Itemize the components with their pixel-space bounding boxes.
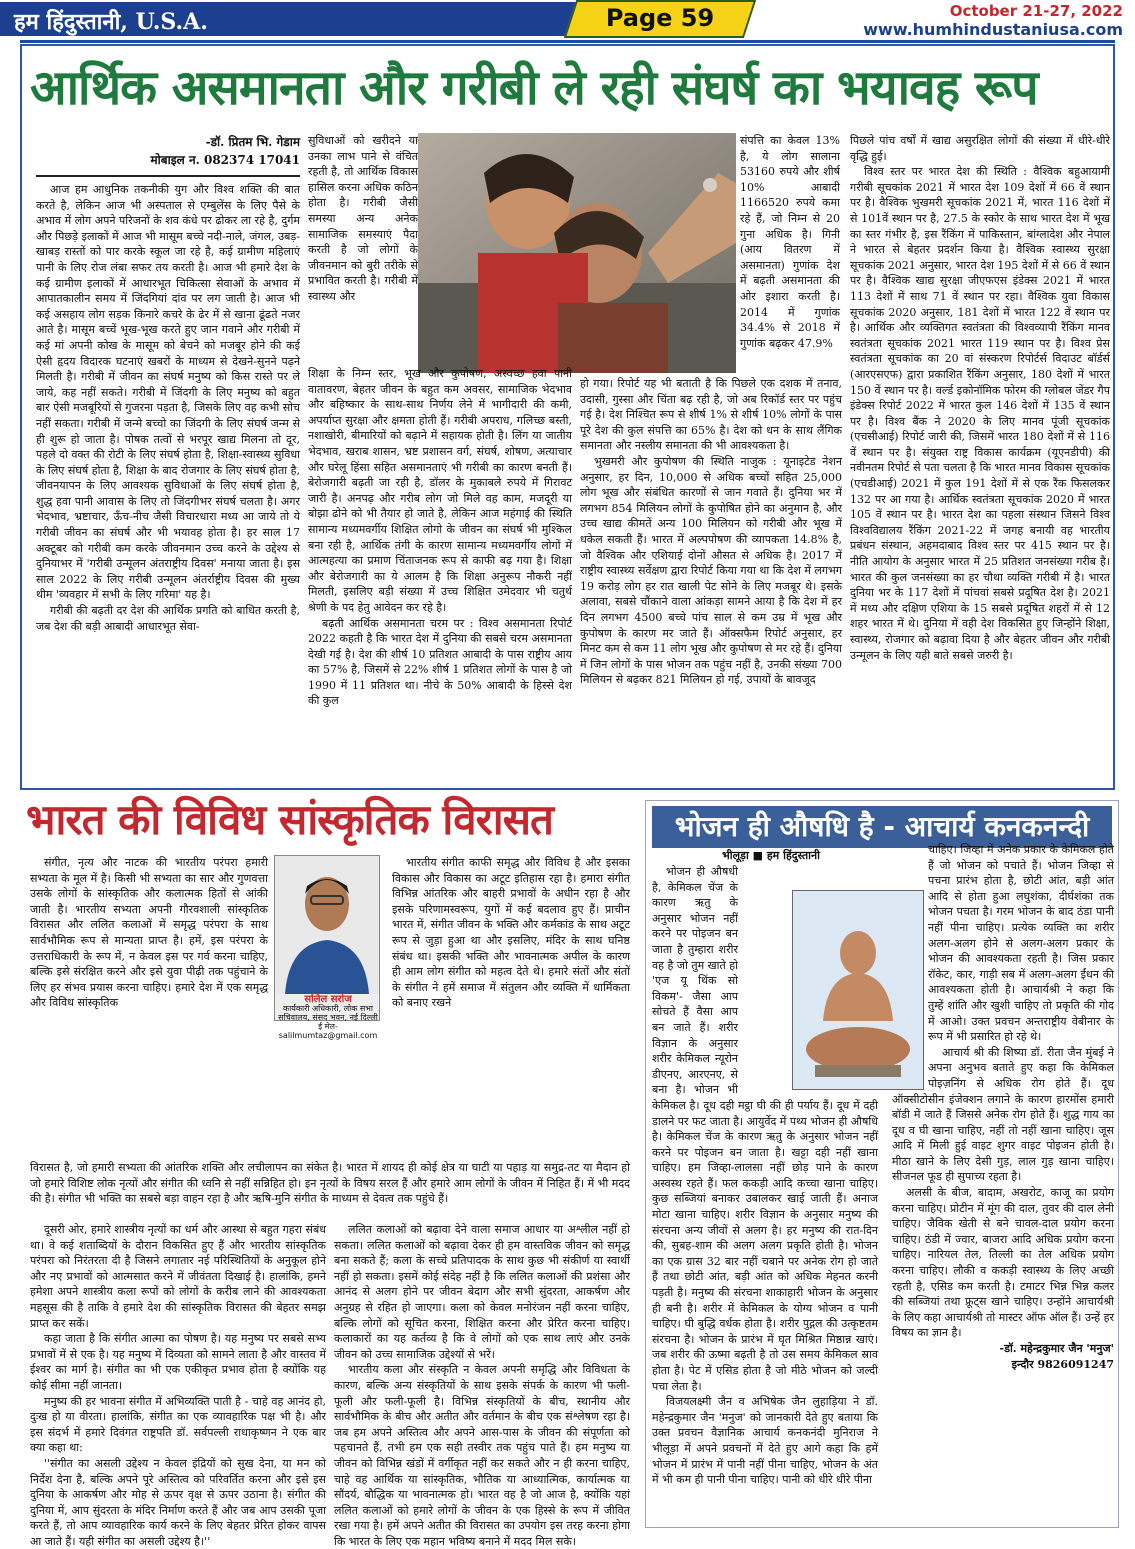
paragraph: शिक्षा के निम्न स्तर, भूख और कुपोषण, अस्वच्छ हवा पानी वातावरण, बेहतर जीवन के बहुत कम अवसर, सामाजिक भेदभाव और बहिष्कार के साथ-साथ निर्णय लेने में भागीदारी की कमी, अपर्याप्त सुरक्षा और क्षमता होती हैं। गरीबी अपराध, गलिच्छ बस्ती, नशाखोरी, बीमारियों को बढ़ाने में सहायक होती है। लिंग या जातीय भेदभाव, खराब शासन, भ्रष्ट प्रशासन वर्ग, संघर्ष, शोषण, अत्याचार और घरेलू हिंसा सहित असमानताएं भी गरीबी का कारण बनती हैं। बेरोजगारी बढ़ती जा रही है, डॉलर के मुकाबले रुपये में गिरावट जारी है। अनपढ़ और गरीब लोग जो मिले वह काम, मजदूरी या बोझा ढोने को भी तैयार हो जाते है, लेकिन आज महंगाई की स्थिति सामान्य मध्यमवर्गीय शिक्षित लोगो के जीवन का संघर्ष भी मुश्किल बना रही है, आर्थिक तंगी के कारण सामान्य मध्यमवर्गीय लोगों में आत्महत्या का प्रमाण चिंताजनक रूप से काफी बढ़ गया है। शिक्षा और बेरोजगारी का ये आलम है कि शिक्षा अनुरूप नौकरी नहीं मिलती, इसलिए बड़ी संख्या में उच्च शिक्षित उमेदवार भी चतुर्थ श्रेणी के पद हेतु आवेदन कर रहे है।	[308, 367, 572, 614]
article2-column-2-bottom	[334, 1222, 630, 1548]
paragraph: अलसी के बीज, बादाम, अखरोट, काजू का प्रयोग करना चाहिए। प्रोटीन में मूंग की दाल, तुवर की दाल लेनी चाहिए। जैविक खेती से बने चावल-दाल प्रयोग करना चाहिए। ठंडी में ज्वार, बाजरा आदि अधिक प्रयोग करना चाहिए। नारियल तेल, तिल्ली का तेल अधिक प्रयोग करना चाहिए। लौकी व ककड़ी स्वास्थ्य के लिए अच्छी रहती है, एसिड कम करती है। टमाटर भिन्न भिन्न कलर की सब्जियां तथा फ्रूट्स खाने चाहिए। उन्होंने आचार्यश्री के लिए कहा आचार्यश्री तो मास्टर ऑफ ऑल हैं। उन्हें हर विषय का ज्ञान है।	[892, 1186, 1114, 1340]
article1-column-4	[850, 133, 1110, 783]
paragraph: गरीबी की बढ़ती दर देश की आर्थिक प्रगति को बाधित करती है, जब देश की बड़ी आबादी आधारभूत सेवा-	[36, 604, 300, 633]
article3-column-2	[892, 842, 1114, 1528]
paragraph: ललित कलाओं को बढ़ावा देने वाला समाज आधार या अश्लील नहीं हो सकता। ललित कलाओं को बढ़ावा देकर ही हम वास्तविक जीवन को समृद्ध बना सकते हैं; कला के सच्चे प्रतिपादक के साथ कुछ भी संकीर्ण या स्वार्थी नहीं हो सकता। इसमें कोई संदेह नहीं है कि ललित कलाओं की प्रशंसा और आनंद से अलग होने पर जीवन बेदाग और सभी सुंदरता, आकर्षण और अनुग्रह से रहित हो जाएगा। कला को केवल मनोरंजन नहीं करना चाहिए, बल्कि लोगों को सूचित करना, शिक्षित करना और प्रेरित करना चाहिए। कलाकारों का यह कर्तव्य है कि वे लोगों को एक साथ लाएं और उनके जीवन को उच्च सामाजिक उद्देश्यों से भरें।	[334, 1223, 630, 1361]
paragraph: पिछले पांच वर्षों में खाद्य असुरक्षित लोगों की संख्या में धीरे-धीरे वृद्धि हुई।	[850, 134, 1110, 163]
author-name: -डॉ. प्रितम भि. गेडाम	[205, 135, 300, 149]
paragraph: भोजन ही औषधी है, केमिकल चेंज के कारण ऋतु के अनुसार भोजन नहीं करने पर पोइजन बन जाता है तुम्हारा शरीर वह है जो तुम खाते हो 'एज यू थिंक सो विकम'- जैसा आप सोचते हैं वैसा आप बन जाते हैं। शरीर विज्ञान के अनुसार शरीर केमिकल न्यूरोन डीएनए, आरएनए, से बना है। भोजन भी केमिकल है। दूध दही मट्ठा घी की ही पर्याय हैं। दूध में दही डालने पर फट जाता है। आयुर्वेद में पथ्य भोजन ही औषधि है। केमिकल चेंज के कारण ऋतु के अनुसार भोजन नहीं करने पर पोइजन बन जाता है। खट्टा दही नहीं खाना चाहिए। हम जिव्हा-लालसा नहीं छोड़ पाने के कारण अस्वस्थ रहते हैं। फल ककड़ी आदि कच्चा खाना चाहिए। कुछ सब्जियां बनाकर उबालकर खाई जाती हैं। अनाज मोटा खाना चाहिए। शरीर विज्ञान के अनुसार मनुष्य की संरचना अन्य जीवों से अलग है। हर मनुष्य की रात-दिन की, सुबह-शाम की अलग अलग प्रकृति होती है। भोजन का एक ग्रास 32 बार नहीं चबाने पर अनेक रोग हो जाते हैं तथा छोटी आंत, बड़ी आंत को अधिक मेहनत करनी पड़ती है। मनुष्य की संरचना शाकाहारी भोजन के अनुसार ही बनी है। शरीर में केमिकल के योग्य भोजन व पानी चाहिए। घी बुद्धि वर्धक होता है। शरीर पुद्गल की उत्कृष्टतम संरचना है। भोजन के प्रारंभ में घृत मिश्रित मिष्ठान्न खाएं। जब शरीर की ऊष्मा बढ़ती है तो उस समय केमिकल स्राव होता है। पेट में एसिड होता है जो मीठे भोजन को जल्दी पचा लेता है।	[652, 865, 878, 1393]
article1-headline: आर्थिक असमानता और गरीबी ले रही संघर्ष का भयावह रूप	[30, 60, 1038, 116]
author-mobile: मोबाइल न. 082374 17041	[150, 153, 300, 167]
paragraph: संपत्ति का केवल 13% है, ये लोग सालाना 53160 रुपये और शीर्ष 10% आबादी 1166520 रुपये कमा रहे हैं, जो निम्न से 20 गुना अधिक है। गिनी (आय वितरण में असमानता) गुणांक देश में बढ़ती असमानता की ओर इशारा करती है। 2014 में गुणांक 34.4% से 2018 में गुणांक बढ़कर 47.9%	[740, 134, 840, 350]
paragraph: सुविधाओं को खरीदने या उनका लाभ पाने से वंचित रहती है, तो आर्थिक विकास हासिल करना अधिक कठिन होता है। गरीबी जैसी समस्या अन्य अनेक सामाजिक समस्याएं पैदा करती है जो लोगों के जीवनमान को बुरी तरीके से प्रभावित करती है। गरीबी में स्वास्थ्य और	[308, 134, 418, 303]
paragraph: आचार्य श्री की शिष्या डॉ. रीता जैन मुंबई ने अपना अनुभव बताते हुए कहा कि केमिकल पोइज़निंग से अधिक रोग होते हैं। दूध ऑक्सीटोसीन इंजेक्शन लगाने के कारण हारमोंस हमारी बॉडी में जाते हैं जिससे अनेक रोग होते हैं। शुद्ध गाय का दूध व घी खाना चाहिए, नहीं तो नहीं खाना चाहिए। जूस आदि में मिली हुई वाइट शुगर वाइट पोइजन होती है। मीठा खाने के लिए देसी गुड़, लाल गुड़ खाना चाहिए। सीजनल फूड ही सुपाच्य रहता है।	[892, 1045, 1114, 1184]
page-number: Page 59	[605, 4, 715, 32]
article1-column-2-top	[308, 133, 418, 363]
issue-date: October 21-27, 2022	[949, 2, 1123, 20]
article3-dateline: भीलूड़ा ■ हम हिंदुस्तानी	[722, 849, 820, 862]
article3-signoff	[892, 1341, 1114, 1372]
begging-child-photo	[418, 133, 736, 373]
article1-column-2-bottom	[308, 366, 572, 782]
author-portrait	[275, 856, 379, 994]
article1-column-3-bottom	[580, 376, 842, 782]
paragraph: चाहिए। जिव्हा में अनेक प्रकार के केमिकल होते हैं जो भोजन को पचाते हैं। भोजन जिव्हा से पचना प्रारंभ होता है, छोटी आंत, बड़ी आंत आदि से होता हुआ लघुशंका, दीर्घशंका तक भोजन पचता है। गरम भोजन के बाद ठंडा पानी नहीं पीना चाहिए। प्रत्येक व्यक्ति का शरीर अलग-अलग होने से अलग-अलग प्रकार के भोजन की आवश्यकता रहती है। जिस प्रकार रॉकेट, कार, गाड़ी सब में अलग-अलग ईंधन की आवश्यकता होती है। आचार्यश्री ने कहा कि तुम्हें शांति और खुशी चाहिए तो प्रकृति की गोद में आओ। उक्त प्रवचन अन्तराष्ट्रीय वेबीनार के रूप में भी प्रसारित हो रहे थे।	[928, 843, 1114, 1044]
paragraph: विश्व स्तर पर भारत देश की स्थिति : वैश्विक बहुआयामी गरीबी सूचकांक 2021 में भारत देश 109 देशों में 66 वें स्थान पर है। वैश्विक भुखमरी सूचकांक 2021 में, भारत 116 देशों में से 101वें स्थान पर है, 27.5 के स्कोर के साथ भारत देश में भूख का स्तर गंभीर है, इस रैंकिंग में पाकिस्तान, बांग्लादेश और नेपाल ने भारत से बेहतर प्रदर्शन किया है। वैश्विक स्वास्थ्य सुरक्षा सूचकांक 2021 अनुसार, भारत देश 195 देशों में से 66 वें स्थान पर है। वैश्विक खाद्य सुरक्षा जीएफएस इंडेक्स 2021 में भारत 113 देशों में साथ 71 वें स्थान पर रहा। वैश्विक युवा विकास सूचकांक 2020 अनुसार, 181 देशों में भारत 122 वें स्थान पर है। आर्थिक और व्यक्तिगत स्वतंत्रता की विश्वव्यापी रैंकिंग मानव स्वतंत्रता सूचकांक 2021 भारत 119 स्थान पर है। विश्व प्रेस स्वतंत्रता सूचकांक का 20 वां संस्करण रिपोर्टर्स विदाउट बॉर्डर्स (आरएसएफ) द्वारा प्रकाशित रैंकिंग अनुसार, 180 देशों में भारत 150 वें स्थान पर है। वर्ल्ड इकोनॉमिक फोरम की ग्लोबल जेंडर गैप इंडेक्स रिपोर्ट 2022 में भारत कुल 146 देशों में 135 वें स्थान पर है। विश्व बैंक ने 2020 के लिए मानव पूंजी सूचकांक (एचसीआई) रिपोर्ट जारी की, जिसमें भारत 180 देशों में से 116 वें स्थान पर है। संयुक्त राष्ट्र विकास कार्यक्रम (यूएनडीपी) की नवीनतम रिपोर्ट से पता चलता है कि भारत मानव विकास सूचकांक (एचडीआई) 2021 में कुल 191 देशों में से एक रैंक फिसलकर 132 पर आ गया है। आर्थिक स्वतंत्रता सूचकांक 2020 में भारत 105 वें स्थान पर है। भारत देश का पहला संस्थान जिसने विश्व विश्वविद्यालय रैंकिंग 2021-22 में जगह बनायी वह भारतीय प्रबंधन संस्थान, अहमदाबाद विश्व स्तर पर 415 स्थान पर है। नीति आयोग के अनुसार भारत में 25 प्रतिशत जनसंख्या गरीब है। भारत की कुल जनसंख्या का हर चौथा व्यक्ति गरीबी में है। भारत दुनिया भर के 117 देशों में पांचवां सबसे प्रदूषित देश है। 2021 में मध्य और दक्षिण एशिया के 15 सबसे प्रदूषित शहरों में से 12 शहर भारत में थे। दुनिया में वही देश विकसित हुए जिन्होंने शिक्षा, स्वास्थ्य, रोजगार को बढ़ावा दिया है और बेहतर जीवन और गरीबी उन्मूलन के लिए यही बाते सबसे जरुरी है।	[850, 165, 1110, 662]
paragraph: भुखमरी और कुपोषण की स्थिति नाजुक : यूनाइटेड नेशन अनुसार, हर दिन, 10,000 से अधिक बच्चों सहित 25,000 लोग भूख और संबंधित कारणों से जान गवाते हैं। दुनिया भर में लगभग 854 मिलियन लोगों के कुपोषित होने का अनुमान है, और उच्च खाद्य कीमतें अन्य 100 मिलियन को गरीबी और भूख में धकेल सकती हैं। भारत में अल्पपोषण की व्यापकता 14.8% है, जो वैश्विक और एशियाई दोनों औसत से अधिक है। 2017 में राष्ट्रीय स्वास्थ्य सर्वेक्षण द्वारा रिपोर्ट किया गया था कि देश में लगभग 19 करोड़ लोग हर रात खाली पेट सोने के लिए मजबूर थे। इसके अलावा, सबसे चौंकाने वाला आंकड़ा सामने आया है कि देश में हर दिन लगभग 4500 बच्चे पांच साल से कम उम्र में भूख और कुपोषण के कारण मर जाते हैं। ऑक्सफैम रिपोर्ट अनुसार, हर मिनट कम से कम 11 लोग भूख और कुपोषण से मर रहे हैं। दुनिया में जिन लोगों के पास भोजन तक पहुंच नहीं है, उनकी संख्या 700 मिलियन से बढ़कर 821 मिलियन हो गई, उपायों के बावजूद	[580, 454, 842, 687]
article1-column-1	[36, 182, 300, 782]
article1-column-3-top	[740, 133, 840, 373]
author-caption-role: कार्यकारी अधिकारी, लोक सभा सचिवालय, संसद भवन, नई दिल्ली	[278, 1004, 378, 1022]
paragraph: ''संगीत का असली उद्देश्य न केवल इंद्रियों को सुख देना, या मन को निर्देश देना है, बल्कि अपने पूरे अस्तित्व को परिवर्तित करना और इसे इस दुनिया के आकर्षण और मोह से ऊपर वृक्ष से ऊपर उठाना है। संगीत की दुनिया में, आप सुंदरता के मंदिर निर्माण करते हैं और जब आप उसकी पूजा करते हैं, तो आप व्यावहारिक कार्य करने के लिए बेहतर प्रेरित होकर वापस आ जाते हैं। यही संगीत का असली उद्देश्य है।''	[30, 1456, 326, 1548]
paragraph: भारतीय संगीत काफी समृद्ध और विविध है और इसका विकास और विकास का अटूट इतिहास रहा है। हमारा संगीत विभिन्न आंतरिक और बाहरी प्रभावों के अधीन रहा है और इसके परिणामस्वरूप, युगों में कई बदलाव हुए हैं। प्राचीन भारत में, संगीत जीवन के भक्ति और कर्मकांड के साथ अटूट रूप से जुड़ा हुआ था और इसलिए, मंदिर के साथ घनिष्ठ संबंध था। इसकी भक्ति और भावनात्मक अपील के कारण ही आम लोग संगीत को महत्व देते थे। हमारे संतों और संतों के संगीत ने हमें समाज में संतुलन और व्यक्ति में धार्मिकता को बनाए रखने	[392, 856, 630, 1010]
paragraph: हो गया। रिपोर्ट यह भी बताती है कि पिछले एक दशक में तनाव, उदासी, गुस्सा और चिंता बढ़ रही है, जो अब रिकॉर्ड स्तर पर पहुंच गई है। देश निश्चित रूप से शीर्ष 1% से शीर्ष 10% लोगों के पास पूरे देश की कुल संपत्ति का 65% है। देश को धन के साथ लैंगिक समानता और नस्लीय समानता की भी आवश्यकता है।	[580, 377, 842, 453]
byline-divider	[36, 175, 300, 177]
paragraph: भारतीय कला और संस्कृति न केवल अपनी समृद्धि और विविधता के कारण, बल्कि अन्य संस्कृतियों के साथ इसके संपर्क के कारण भी फली-फूली और फली-फूली है। विभिन्न संस्कृतियों के बीच, स्थानीय और सार्वभौमिक के बीच और अतीत और वर्तमान के बीच एक संश्लेषण रहा है। जब हम अपने अस्तित्व और अपने आस-पास के जीवन की संपूर्णता को पहचानते हैं, तभी हम एक सही तस्वीर तक पहुंच पाते हैं। हम मनुष्य या जीवन को विभिन्न खंडों में वर्गीकृत नहीं कर सकते और न ही करना चाहिए, चाहे वह आर्थिक या सांस्कृतिक, भौतिक या आध्यात्मिक, कार्यात्मक या सौंदर्य, बौद्धिक या भावनात्मक हो। भारत वह है जो आज है, क्योंकि यहां ललित कलाओं को हमारे लोगों के जीवन के एक हिस्से के रूप में जीवित रखा गया है। हमें अपने अतीत की विरासत का उपयोग इस तरह करना होगा कि भारत के लिए एक महान भविष्य बनाने में मदद मिल सके।	[334, 1363, 630, 1548]
paragraph: विरासत है, जो हमारी सभ्यता की आंतरिक शक्ति और लचीलापन का संकेत है। भारत में शायद ही कोई क्षेत्र या घाटी या पहाड़ या समुद्र-तट या मैदान हो जो हमारे विशिष्ट लोक नृत्यों और संगीत की ध्वनि से नहीं सन्निहित हो। इन नृत्यों के विषय सरल हैं और हमारे आम लोगों के जीवन में निहित हैं। में भी मदद की है। संगीत भी भक्ति का सबसे बड़ा वाहन रहा है और ऋषि-मुनि संगीत के माध्यम से देवत्व तक पहुंचे हैं।	[30, 1161, 630, 1206]
article2-column-2	[392, 855, 630, 1157]
paragraph: कहा जाता है कि संगीत आत्मा का पोषण है। यह मनुष्य पर सबसे सभ्य प्रभावों में से एक है। यह मनुष्य में दिव्यता को सामने लाता है और वास्तव में ईश्वर का मार्ग है। संगीत का भी एक एकीकृत प्रभाव होता है क्योंकि यह कोई सीमा नहीं जानता।	[30, 1332, 326, 1392]
article2-column-1	[30, 855, 268, 1157]
article2-headline: भारत की विविध सांस्कृतिक विरासत	[26, 795, 553, 844]
author-caption-name: सलिल सरोज	[304, 994, 352, 1005]
author-caption-email: ई मेल- salilmumtaz@gmail.com	[278, 1022, 378, 1040]
article3-headline: भोजन ही औषधि है - आचार्य कनकनन्दी	[674, 810, 1090, 843]
article2-column-1-bottom	[30, 1222, 326, 1548]
photo-illustration	[418, 133, 736, 373]
website-link[interactable]: www.humhindustaniusa.com	[863, 20, 1123, 39]
paragraph: बढ़ती आर्थिक असमानता चरम पर : विश्व असमानता रिपोर्ट 2022 कहती है कि भारत देश में दुनिया की सबसे चरम असमानता देखी गई है। देश की शीर्ष 10 प्रतिशत आबादी के पास राष्ट्रीय आय का 57% है, जिसमें से 22% शीर्ष 1 प्रतिशत लोगों के पास है जो 1990 में 11 प्रतिशत था। नीचे के 50% आबादी के हिस्से देश की कुल	[308, 616, 572, 708]
article1-byline	[36, 133, 300, 175]
paragraph: संगीत, नृत्य और नाटक की भारतीय परंपरा हमारी सभ्यता के मूल में है। किसी भी सभ्यता का सार और गुणवत्ता उसके लोगों के सांस्कृतिक और कलात्मक हितों से आंकी जाती है। भारतीय सभ्यता अपनी गौरवशाली सांस्कृतिक विरासत और ललित कलाओं में समृद्ध परंपरा के साथ सार्वभौमिक रूप से मान्यता प्राप्त है। हमें, इस परंपरा के उत्तराधिकारी के रूप में, न केवल इस पर गर्व करना चाहिए, बल्कि इसे संरक्षित करने और इसे युवा पीढ़ी तक पहुंचाने के लिए हर संभव प्रयास करना चाहिए। हमारे देश में एक समृद्ध और विविध सांस्कृतिक	[30, 856, 268, 1010]
header-divider	[20, 40, 1115, 43]
newspaper-name: हम हिंदुस्तानी, U.S.A.	[0, 2, 600, 36]
signoff-name: -डॉ. महेन्द्रकुमार जैन 'मनुज'	[999, 1342, 1114, 1355]
author-caption	[272, 994, 384, 1040]
signoff-place: इन्दौर 9826091247	[1011, 1357, 1114, 1371]
paragraph: मनुष्य की हर भावना संगीत में अभिव्यक्ति पाती है - चाहे वह आनंद हो, दुःख हो या वीरता। हालांकि, संगीत का एक व्यावहारिक पक्ष भी है। और इस संदर्भ में हमारे दिवंगत राष्ट्रपति डॉ. सर्वपल्ली राधाकृष्णन ने एक बार क्या कहा था:	[30, 1394, 326, 1455]
paragraph: विजयलक्ष्मी जैन व अभिषेक जैन लुहाड़िया ने डॉ. महेन्द्रकुमार जैन 'मनुज' को जानकारी देते हुए बताया कि उक्त प्रवचन वैज्ञानिक आचार्य कनकनंदी मुनिराज ने भीलूड़ा में अपने प्रवचनों में देते हुए आगे कहा कि हमें भोजन में प्रारंभ में पानी नहीं पीना चाहिए, भोजन के अंत में भी कम ही पानी पीना चाहिए। पानी को धीरे धीरे पीना	[652, 1395, 878, 1487]
paragraph: आज हम आधुनिक तकनीकी युग और विश्व शक्ति की बात करते है, लेकिन आज भी अस्पताल से एम्बुलेंस के लिए पैसे के अभाव में लोग अपने परिजनों के शव कंधे पर ढोकर ला रहे है, दुर्गम और पिछड़े इलाकों में आज भी मासूम बच्चे नदी-नाले, जंगल, उबड़-खाबड़ रास्तों को पार करके स्कूल जा रहे है, कई ग्रामीण महिलाएं पानी के लिए रोज लंबा सफर तय करती है। आज भी हमारे देश के कई ग्रामीण इलाकों में आधारभूत चिकित्सा सेवाओं के अभाव में आपातकालीन समय में जिंदगियां दांव पर लग जाती है। आज भी कई असहाय लोग सड़क किनारे कचरे के ढेर में से खाना ढूंढते नजर आते है। मासूम बच्चें भूख-भूख करते हुए जान गवाने और गरीबी में कई मां अपनी कोख के मासूम को बेचने को मजबूर होने की कई ऐसी हृदय विदारक घटनाएं खबरों के माध्यम से देखने-सुनने पढ़ने मिलती है। गरीबी में जीवन का संघर्ष मनुष्य को किस रास्ते पर ले जाये, कह नहीं सकते। गरीबी में जिंदगी के लिए मनुष्य को बहुत बार ऐसी मजबूरियों से गुजरना पड़ता है, जिसके लिए वह कभी सोच नहीं सकता। गरीबी में जन्मे बच्चो का जिंदगी के लिए संघर्ष जन्म से ही शुरू हो जाता है। पोषक तत्वों से भरपूर खाद्य मिलना तो दूर, पहले दो वक्त की रोटी के लिए संघर्ष होता है, शिक्षा-स्वास्थ्य सुविधा के लिए संघर्ष होता है, शिक्षा के बाद रोजगार के लिए संघर्ष होता है, जीवनयापन के लिए आवश्यक सुविधाओं के लिए संघर्ष होता है, शुद्ध हवा पानी आवास के लिए तो जिंदगीभर संघर्ष चलता है। अगर भेदभाव, भ्रष्टाचार, ऊँच-नीच जैसी विचारधारा मध्य आ जाये तो ये गरीबी जीवन का संघर्ष और भी भयावह होता है। हर साल 17 अक्टूबर को गरीबी कम करके जीवनमान उच्च करने के उद्देश्य से दुनियाभर में 'गरीबी उन्मूलन अंतराष्ट्रीय दिवस' मनाया जाता है। इस साल 2022 के लिए गरीबी उन्मूलन अंतर्राष्ट्रीय दिवस की मुख्य थीम 'व्यवहार में सभी के लिए गरिमा' यह है।	[36, 183, 300, 602]
paragraph: दूसरी ओर, हमारे शास्त्रीय नृत्यों का धर्म और आस्था से बहुत गहरा संबंध था। वे कई शताब्दियों के दौरान विकसित हुए हैं और भारतीय सांस्कृतिक परंपरा को निरंतरता दी है जिसने लगातार नई परिस्थितियों के अनुकूल होने और नए प्रभावों को आत्मसात करने में जीवंतता दिखाई है। हालांकि, हमने हमेशा अपने शास्त्रीय कला रूपों को लोगों के करीब लाने की आवश्यकता महसूस की है ताकि वे हमारे देश की सांस्कृतिक विरासत की बेहतर समझ प्राप्त कर सकें।	[30, 1223, 326, 1330]
photo-wrap-space	[892, 842, 928, 1078]
article2-full-width	[30, 1160, 630, 1222]
